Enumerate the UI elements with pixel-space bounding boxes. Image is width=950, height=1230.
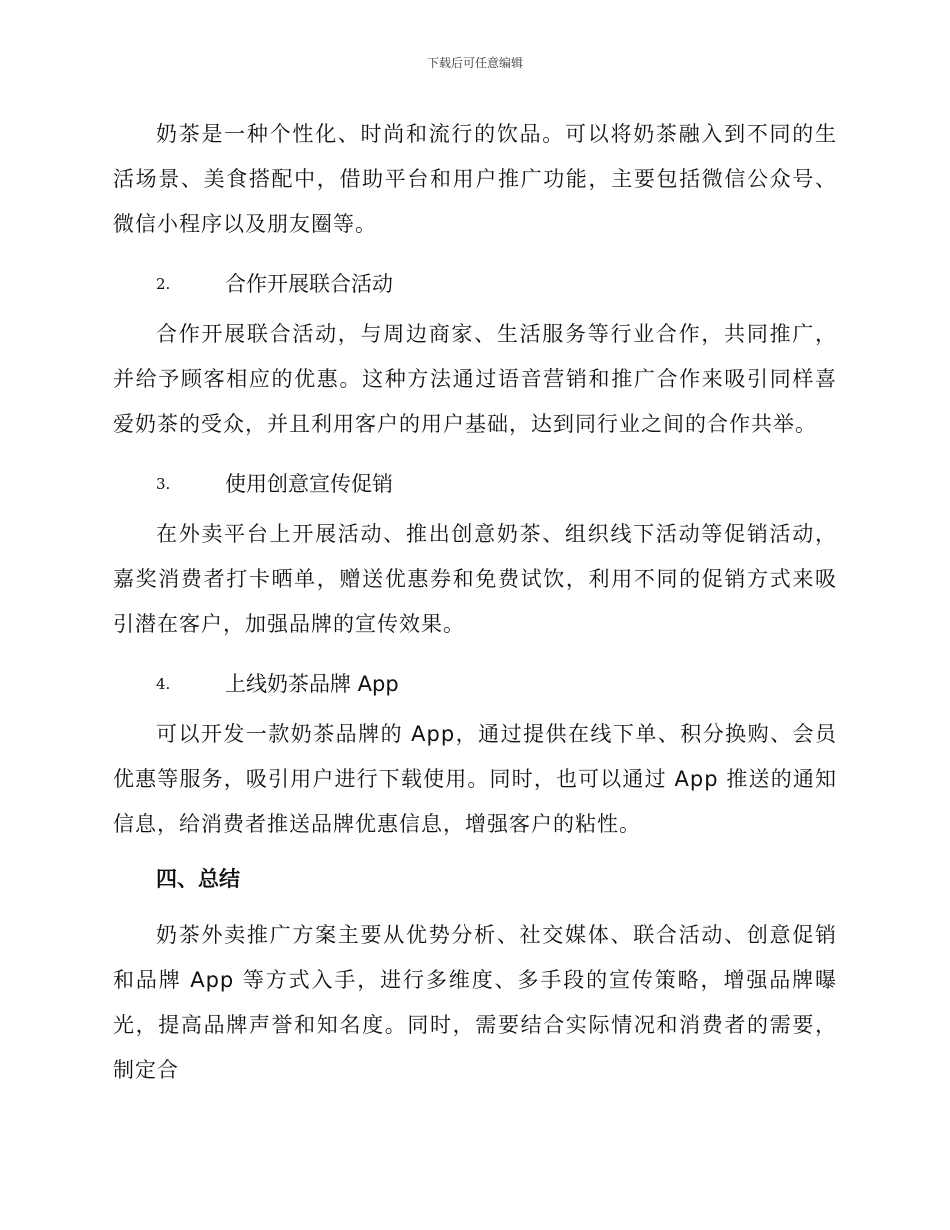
section-title: 四、总结 [156, 867, 240, 891]
page-header-note: 下载后可任意编辑 [426, 56, 523, 70]
item-heading-2 [113, 257, 837, 312]
item-paragraph: 合作开展联合活动，与周边商家、生活服务等行业合作，共同推广，并给予顾客相应的优惠。这种方法通过语音营销和推广合作来吸引同样喜爱奶茶的受众，并且利用客户的用户基础，达到同行业之间的合作共举。 [113, 322, 837, 436]
item-title: 合作开展联合活动 [225, 272, 393, 296]
item-title: 上线奶茶品牌 App [225, 672, 399, 696]
item-number: 3. [156, 475, 171, 493]
item-paragraph: 在外卖平台上开展活动、推出创意奶茶、组织线下活动等促销活动，嘉奖消费者打卡晒单，赠送优惠券和免费试饮，利用不同的促销方式来吸引潜在客户，加强品牌的宣传效果。 [113, 522, 837, 636]
item-paragraph: 可以开发一款奶茶品牌的 App，通过提供在线下单、积分换购、会员优惠等服务，吸引用户进行下载使用。同时，也可以通过 App 推送的通知信息，给消费者推送品牌优惠信息，增强客户的粘性。 [113, 722, 837, 836]
item-number: 4. [156, 675, 171, 693]
intro-paragraph: 奶茶是一种个性化、时尚和流行的饮品。可以将奶茶融入到不同的生活场景、美食搭配中，借助平台和用户推广功能，主要包括微信公众号、微信小程序以及朋友圈等。 [113, 122, 837, 236]
item-number: 2. [156, 275, 171, 293]
item-heading-3 [113, 457, 837, 512]
document-body [113, 112, 837, 1093]
item-heading-4 [113, 657, 837, 712]
item-title: 使用创意宣传促销 [225, 472, 393, 496]
summary-paragraph: 奶茶外卖推广方案主要从优势分析、社交媒体、联合活动、创意促销和品牌 App 等方式入手，进行多维度、多手段的宣传策略，增强品牌曝光，提高品牌声誉和知名度。同时，需要结合实际情况和消费者的需要，制定合 [113, 923, 837, 1082]
